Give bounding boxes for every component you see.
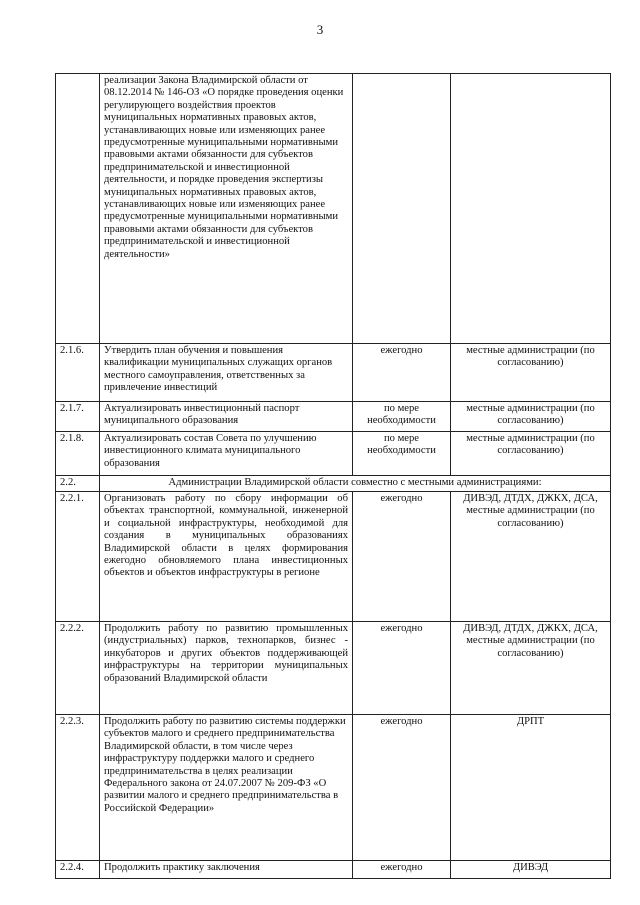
row-responsible <box>451 74 611 344</box>
row-term: ежегодно <box>353 492 451 622</box>
row-term: ежегодно <box>353 861 451 879</box>
section-row <box>56 476 611 492</box>
table-row <box>56 492 611 622</box>
row-responsible: ДРПТ <box>451 715 611 861</box>
table-row <box>56 344 611 402</box>
row-responsible: ДИВЭД, ДТДХ, ДЖКХ, ДСА, местные администрации (по согласованию) <box>451 622 611 715</box>
row-number: 2.2.4. <box>56 861 100 879</box>
row-number: 2.1.7. <box>56 402 100 432</box>
table-row <box>56 715 611 861</box>
row-number: 2.2.1. <box>56 492 100 622</box>
row-term: по мере необходимости <box>353 432 451 476</box>
row-action: Продолжить практику заключения <box>100 861 353 879</box>
row-responsible: ДИВЭД <box>451 861 611 879</box>
row-action: Утвердить план обучения и повышения квалификации муниципальных служащих органов местного самоуправления, ответственных за привлечение инвестиций <box>100 344 353 402</box>
measures-table <box>55 73 611 879</box>
row-term: ежегодно <box>353 715 451 861</box>
section-heading: Администрации Владимирской области совместно с местными администрациями: <box>100 476 611 492</box>
row-term: по мере необходимости <box>353 402 451 432</box>
row-action: Организовать работу по сбору информации об объектах транспортной, коммунальной, инженерной и социальной инфраструктуры, необходимой для создания в муниципальных образованиях Владимирской области в целях формирования ежегодно обновляемого плана инвестиционных объектов и объектов инфраструктуры в регионе <box>100 492 353 622</box>
row-responsible: местные администрации (по согласованию) <box>451 402 611 432</box>
row-number <box>56 74 100 344</box>
row-number: 2.2. <box>56 476 100 492</box>
row-responsible: местные администрации (по согласованию) <box>451 344 611 402</box>
row-action: Актуализировать состав Совета по улучшению инвестиционного климата муниципального образования <box>100 432 353 476</box>
table-row <box>56 432 611 476</box>
row-number: 2.2.2. <box>56 622 100 715</box>
row-number: 2.2.3. <box>56 715 100 861</box>
row-action: Актуализировать инвестиционный паспорт муниципального образования <box>100 402 353 432</box>
table-row <box>56 861 611 879</box>
row-number: 2.1.6. <box>56 344 100 402</box>
table-row <box>56 74 611 344</box>
table-row <box>56 402 611 432</box>
row-action: Продолжить работу по развитию системы поддержки субъектов малого и среднего предпринимательства Владимирской области, в том числе через инфраструктуру поддержки малого и среднего предпринимательства в целях реализации Федерального закона от 24.07.2007 № 209-ФЗ «О развитии малого и среднего предпринимательства в Российской Федерации» <box>100 715 353 861</box>
row-term <box>353 74 451 344</box>
page-number: 3 <box>316 22 324 37</box>
row-number: 2.1.8. <box>56 432 100 476</box>
row-responsible: ДИВЭД, ДТДХ, ДЖКХ, ДСА, местные администрации (по согласованию) <box>451 492 611 622</box>
row-action: Продолжить работу по развитию промышленных (индустриальных) парков, технопарков, бизнес - инкубаторов и других объектов поддерживающей инфраструктуры на территории муниципальных образований Владимирской области <box>100 622 353 715</box>
row-term: ежегодно <box>353 622 451 715</box>
row-action: реализации Закона Владимирской области от 08.12.2014 № 146-ОЗ «О порядке проведения оценки регулирующего воздействия проектов муниципальных нормативных правовых актов, устанавливающих новые или изменяющих ранее предусмотренные муниципальными нормативными правовыми актами обязанности для субъектов предпринимательской и инвестиционной деятельности, и порядке проведения экспертизы муниципальных нормативных правовых актов, устанавливающих новые или изменяющих ранее предусмотренные муниципальными нормативными правовыми актами обязанности для субъектов предпринимательской и инвестиционной деятельности» <box>100 74 353 344</box>
table-row <box>56 622 611 715</box>
row-term: ежегодно <box>353 344 451 402</box>
row-responsible: местные администрации (по согласованию) <box>451 432 611 476</box>
